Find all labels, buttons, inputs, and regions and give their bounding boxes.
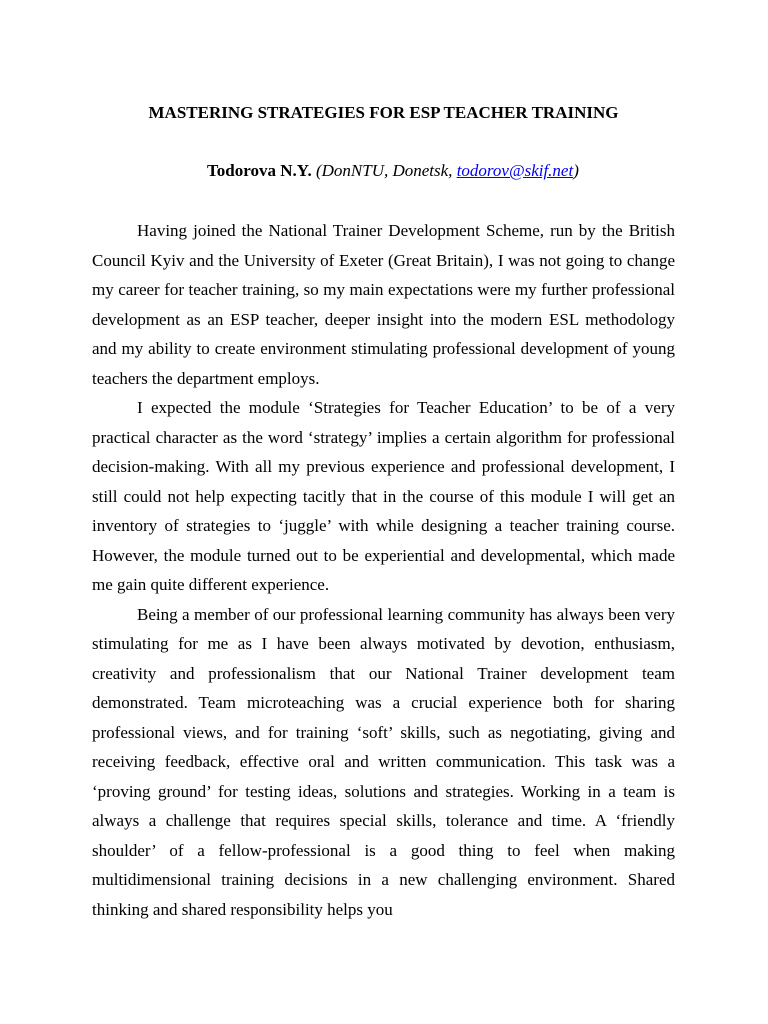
document-title: MASTERING STRATEGIES FOR ESP TEACHER TRAINING	[148, 103, 619, 122]
author-name: Todorova N.Y.	[207, 161, 312, 180]
paragraph: Being a member of our professional learning community has always been very stimulating for me as I have been always motivated by devotion, enthusiasm, creativity and professionalism that our National Trainer development team demonstrated. Team microteaching was a crucial experience both for sharing professional views, and for training ‘soft’ skills, such as negotiating, giving and receiving feedback, effective oral and written communication. This task was a ‘proving ground’ for testing ideas, solutions and strategies. Working in a team is always a challenge that requires special skills, tolerance and time. A ‘friendly shoulder’ of a fellow-professional is a good thing to feel when making multidimensional training decisions in a new challenging environment. Shared thinking and shared responsibility helps you	[92, 604, 675, 919]
author-affiliation-close: )	[573, 161, 579, 180]
author-email-link[interactable]: todorov@skif.net	[456, 161, 574, 180]
author-line	[92, 158, 675, 184]
document-page	[92, 100, 675, 924]
paragraph: Having joined the National Trainer Development Scheme, run by the British Council Kyiv and the University of Exeter (Great Britain), I was not going to change my career for teacher training, so my main expectations were my further professional development as an ESP teacher, deeper insight into the modern ESL methodology and my ability to create environment stimulating professional development of young teachers the department employs.	[92, 221, 675, 388]
paragraph: I expected the module ‘Strategies for Teacher Education’ to be of a very practical character as the word ‘strategy’ implies a certain algorithm for professional decision-making. With all my previous experience and professional development, I still could not help expecting tacitly that in the course of this module I will get an inventory of strategies to ‘juggle’ with while designing a teacher training course. However, the module turned out to be experiential and developmental, which made me gain quite different experience.	[92, 398, 675, 594]
body-text	[92, 216, 675, 924]
author-affiliation: (DonNTU, Donetsk,	[311, 161, 457, 180]
